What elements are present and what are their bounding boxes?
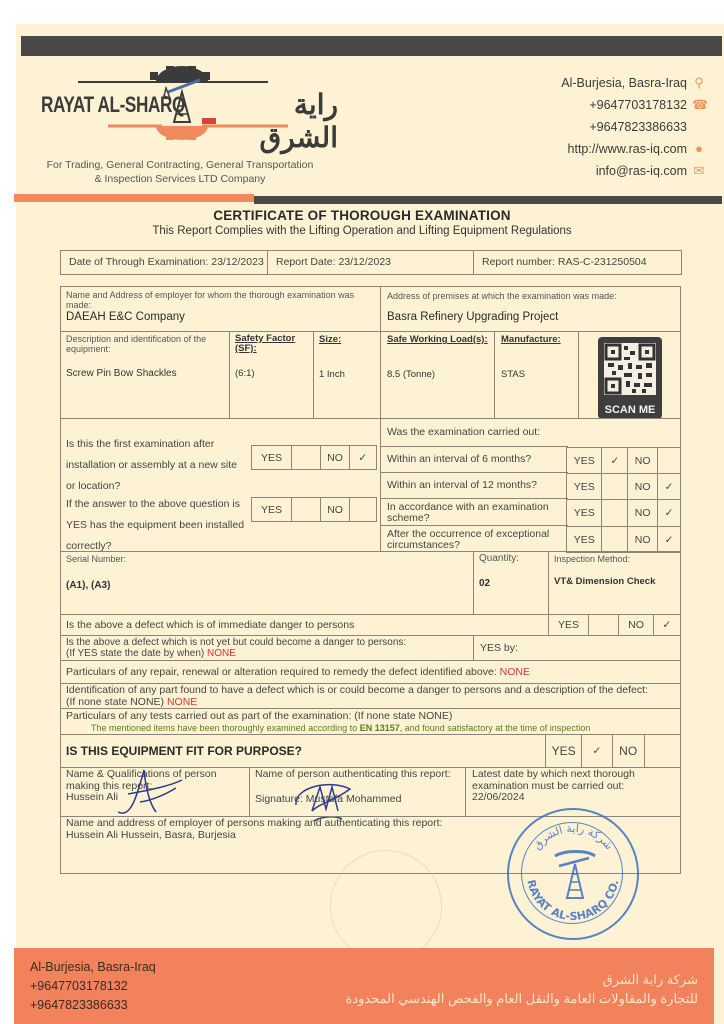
carried-out-a-12m bbox=[566, 473, 681, 500]
footer-phone-2[interactable]: +9647823386633 bbox=[30, 998, 128, 1012]
installed-correctly-answer bbox=[251, 497, 377, 522]
scan-me-label: SCAN ME bbox=[604, 404, 656, 416]
contact-phone-2[interactable] bbox=[561, 116, 706, 138]
safety-factor-label: Safety Factor (SF): bbox=[235, 333, 296, 354]
footer-phone-1[interactable]: +9647703178132 bbox=[30, 979, 128, 993]
stamp-graphic bbox=[509, 810, 637, 938]
tests-standard: EN 13157 bbox=[359, 723, 400, 733]
report-number-value: RAS-C-231250504 bbox=[557, 256, 647, 268]
quantity-cell bbox=[473, 551, 549, 615]
carried-out-a-scheme bbox=[566, 499, 681, 527]
yes-checkbox[interactable] bbox=[602, 500, 628, 526]
report-number-label: Report number: bbox=[482, 256, 555, 268]
yes-by-cell bbox=[473, 635, 681, 661]
footer-arabic-name: شركة راية الشرق bbox=[602, 972, 698, 987]
embossed-seal bbox=[330, 850, 442, 962]
tests-result-text: The mentioned items have been thoroughly examined according to bbox=[91, 723, 358, 733]
report-date-field bbox=[268, 251, 474, 274]
no-option[interactable]: NO bbox=[628, 474, 658, 499]
contact-website[interactable] bbox=[561, 138, 706, 160]
company-tagline bbox=[20, 158, 340, 186]
manufacture-cell bbox=[494, 331, 579, 419]
authenticator-label: Name of person authenticating this report: bbox=[255, 768, 451, 780]
future-danger-question: Is the above a defect which is not yet but could become a danger to persons: bbox=[66, 637, 407, 648]
carried-out-q-12m: Within an interval of 12 months? bbox=[387, 479, 537, 491]
serial-number-value: (A1), (A3) bbox=[66, 580, 111, 591]
defect-identification-value: NONE bbox=[166, 695, 198, 708]
tagline-line-1: For Trading, General Contracting, General Transportation bbox=[46, 159, 314, 171]
premises-label: Address of premises at which the examination was made: bbox=[387, 291, 617, 301]
certificate-title-block bbox=[0, 208, 724, 237]
tagline-line-2: & Inspection Services LTD Company bbox=[94, 173, 266, 185]
svg-text:شركة راية الشرق bbox=[530, 822, 615, 852]
yes-option[interactable]: YES bbox=[252, 446, 292, 469]
qr-code[interactable] bbox=[598, 337, 662, 419]
footer-contact bbox=[30, 958, 156, 1015]
yes-option[interactable]: YES bbox=[567, 474, 602, 499]
header-dark-stripe bbox=[254, 196, 722, 204]
no-option[interactable]: NO bbox=[628, 500, 658, 526]
safety-factor-cell bbox=[229, 331, 314, 419]
quantity-value: 02 bbox=[479, 578, 491, 589]
tests-row bbox=[60, 708, 681, 735]
report-info-bar bbox=[60, 250, 682, 275]
contact-address bbox=[561, 72, 706, 94]
swl-cell bbox=[380, 331, 495, 419]
no-checkbox[interactable] bbox=[350, 498, 376, 521]
header-dark-bar bbox=[21, 36, 722, 56]
no-option[interactable]: NO bbox=[321, 446, 349, 469]
inspection-method-value: VT& Dimension Check bbox=[554, 576, 656, 587]
fit-for-purpose-answer bbox=[545, 734, 681, 768]
employer-of-persons-value: Hussein Ali Hussein, Basra, Burjesia bbox=[66, 828, 236, 841]
svg-text:RAYAT AL-SHARQ CO. bbox=[524, 878, 621, 923]
contact-phone-2-text: +9647823386633 bbox=[589, 120, 687, 134]
carried-out-q-exceptional: After the occurrence of exceptional circumstances? bbox=[387, 528, 550, 551]
header-contact-info bbox=[561, 72, 709, 182]
no-option[interactable]: NO bbox=[613, 735, 645, 767]
swl-value: 8.5 (Tonne) bbox=[387, 369, 436, 380]
certificate-title: CERTIFICATE OF THOROUGH EXAMINATION bbox=[213, 208, 511, 223]
yes-checkbox[interactable] bbox=[292, 446, 321, 469]
footer-arabic-description: للتجارة والمقاولات العامة والنقل العام والفحص الهندسي المحدودة bbox=[345, 991, 698, 1006]
no-option[interactable]: NO bbox=[628, 527, 658, 552]
manufacture-label: Manufacture: bbox=[501, 334, 561, 345]
no-checkbox-checked[interactable]: ✓ bbox=[664, 480, 674, 493]
repair-value: NONE bbox=[499, 666, 531, 678]
phone-icon: ☎ bbox=[692, 97, 709, 112]
yes-option[interactable]: YES bbox=[567, 448, 602, 473]
footer-arabic-company bbox=[346, 970, 699, 1008]
company-stamp bbox=[507, 808, 639, 940]
first-exam-answer bbox=[251, 445, 377, 470]
no-checkbox[interactable] bbox=[645, 735, 680, 767]
footer-address: Al-Burjesia, Basra-Iraq bbox=[30, 960, 156, 974]
no-option[interactable]: NO bbox=[628, 448, 658, 473]
defect-identification-row bbox=[60, 683, 681, 709]
serial-number-label: Serial Number: bbox=[66, 554, 127, 564]
company-logo bbox=[38, 62, 338, 153]
premises-cell bbox=[380, 286, 681, 332]
tests-label: Particulars of any tests carried out as part of the examination: (If none state NONE) bbox=[66, 710, 453, 722]
first-exam-question: Is this the first examination after installation or assembly at a new site or location? bbox=[66, 438, 237, 492]
inspection-method-cell bbox=[548, 551, 681, 615]
report-date-label: Report Date: bbox=[276, 256, 336, 268]
report-maker-name: Hussein Ali bbox=[66, 791, 118, 803]
premises-value: Basra Refinery Upgrading Project bbox=[387, 311, 559, 323]
safety-factor-value: (6:1) bbox=[235, 368, 255, 379]
contact-email-text: info@ras-iq.com bbox=[595, 164, 687, 178]
equipment-desc-value: Screw Pin Bow Shackles bbox=[66, 368, 177, 379]
contact-website-text: http://www.ras-iq.com bbox=[567, 142, 687, 156]
exam-date-field bbox=[61, 251, 268, 274]
header-orange-stripe bbox=[14, 194, 254, 202]
stamp-english-text: RAYAT AL-SHARQ CO. bbox=[524, 878, 622, 924]
no-checkbox-checked[interactable]: ✓ bbox=[664, 507, 674, 519]
carried-out-a-6m bbox=[566, 447, 681, 474]
next-exam-label: Latest date by which next thorough bbox=[472, 768, 635, 780]
globe-icon: ● bbox=[695, 141, 703, 156]
spacer bbox=[692, 120, 706, 134]
size-value: 1 Inch bbox=[319, 369, 345, 380]
contact-address-text: Al-Burjesia, Basra-Iraq bbox=[561, 76, 687, 90]
yes-option[interactable]: YES bbox=[546, 735, 582, 767]
exam-date-value: 23/12/2023 bbox=[211, 256, 264, 268]
logo-english-text: RAYAT AL-SHARQ bbox=[41, 92, 185, 117]
no-checkbox-checked[interactable]: ✓ bbox=[664, 533, 674, 546]
report-maker-label-2: making this report: bbox=[66, 779, 153, 792]
exam-date-label: Date of Through Examination: bbox=[69, 256, 209, 268]
employer-label: Name and Address of employer for whom the thorough examination was made: bbox=[66, 290, 355, 310]
signature-hussein-ali bbox=[110, 760, 190, 820]
no-checkbox-checked[interactable]: ✓ bbox=[358, 451, 368, 464]
quantity-label: Quantity: bbox=[479, 553, 520, 564]
report-maker-label: Name & Qualifications of person bbox=[66, 768, 217, 780]
employer-value: DAEAH E&C Company bbox=[66, 311, 185, 323]
authenticator-signature: Signature: Mustafa Mohammed bbox=[255, 792, 402, 805]
yes-option[interactable]: YES bbox=[549, 615, 589, 635]
envelope-icon: ✉ bbox=[693, 163, 705, 178]
defect-identification-hint: (If none state NONE) bbox=[66, 695, 165, 708]
yes-option[interactable]: YES bbox=[567, 500, 602, 526]
contact-phone-1[interactable] bbox=[561, 94, 709, 116]
serial-number-cell bbox=[60, 551, 474, 615]
no-checkbox[interactable] bbox=[658, 448, 680, 473]
inspection-method-label: Inspection Method: bbox=[554, 554, 631, 564]
manufacture-value: STAS bbox=[501, 369, 526, 380]
next-exam-label-2: examination must be carried out: bbox=[472, 779, 625, 792]
stamp-arabic-text: شركة راية الشرق bbox=[530, 821, 616, 853]
equipment-desc-label: Description and identification of the equipment: bbox=[66, 334, 207, 354]
no-option[interactable]: NO bbox=[321, 498, 349, 521]
yes-option[interactable]: YES bbox=[567, 527, 602, 552]
yes-checkbox[interactable] bbox=[602, 474, 628, 499]
future-danger-value: NONE bbox=[207, 648, 236, 659]
employer-of-persons-label: Name and address of employer of persons making and authenticating this report: bbox=[66, 817, 443, 829]
yes-checkbox-checked[interactable]: ✓ bbox=[582, 735, 612, 767]
yes-by-label: YES by: bbox=[480, 642, 518, 654]
logo-arabic-text: راية الشرق bbox=[259, 89, 338, 153]
immediate-danger-question: Is the above a defect which is of immediate danger to persons bbox=[66, 619, 355, 631]
repair-label: Particulars of any repair, renewal or alteration required to remedy the defect identified above: bbox=[66, 666, 497, 678]
contact-phone-1-text: +9647703178132 bbox=[589, 98, 687, 112]
contact-email[interactable] bbox=[561, 160, 706, 182]
report-date-value: 23/12/2023 bbox=[338, 256, 392, 268]
immediate-danger-answer bbox=[548, 614, 681, 636]
carried-out-q-6m: Within an interval of 6 months? bbox=[387, 453, 532, 465]
equipment-desc-cell bbox=[60, 331, 230, 419]
size-label: Size: bbox=[319, 334, 342, 345]
qr-code-pattern bbox=[604, 343, 656, 395]
location-pin-icon: ⚲ bbox=[694, 75, 704, 90]
carried-out-a-exceptional bbox=[566, 526, 681, 553]
employer-cell bbox=[60, 286, 381, 332]
no-checkbox-checked[interactable]: ✓ bbox=[662, 619, 672, 631]
no-option[interactable]: NO bbox=[619, 615, 653, 635]
carried-out-q-scheme: In accordance with an examination scheme? bbox=[387, 501, 549, 524]
page-footer bbox=[14, 948, 714, 1024]
yes-checkbox[interactable] bbox=[589, 615, 619, 635]
yes-option[interactable]: YES bbox=[252, 498, 292, 521]
carried-out-label: Was the examination carried out: bbox=[387, 426, 541, 438]
defect-identification-label: Identification of any part found to have a defect which is or could become a danger to persons and a description of the defect: bbox=[66, 684, 648, 696]
future-danger-cell bbox=[60, 635, 474, 661]
installed-correctly-question: If the answer to the above question is YES has the equipment been installed correctly? bbox=[66, 498, 245, 552]
yes-checkbox-checked[interactable]: ✓ bbox=[602, 448, 628, 473]
future-danger-hint: (If YES state the date by when) bbox=[66, 648, 205, 659]
fit-for-purpose-question: IS THIS EQUIPMENT FIT FOR PURPOSE? bbox=[66, 744, 303, 758]
report-number-field bbox=[474, 251, 681, 274]
certificate-subtitle: This Report Complies with the Lifting Operation and Lifting Equipment Regulations bbox=[152, 225, 572, 237]
swl-label: Safe Working Load(s): bbox=[387, 334, 488, 345]
next-exam-date: 22/06/2024 bbox=[472, 791, 525, 803]
size-cell bbox=[313, 331, 381, 419]
yes-checkbox[interactable] bbox=[602, 527, 628, 552]
repair-row bbox=[60, 660, 681, 684]
yes-checkbox[interactable] bbox=[292, 498, 321, 521]
tests-result-suffix: , and found satisfactory at the time of inspection bbox=[399, 723, 591, 733]
